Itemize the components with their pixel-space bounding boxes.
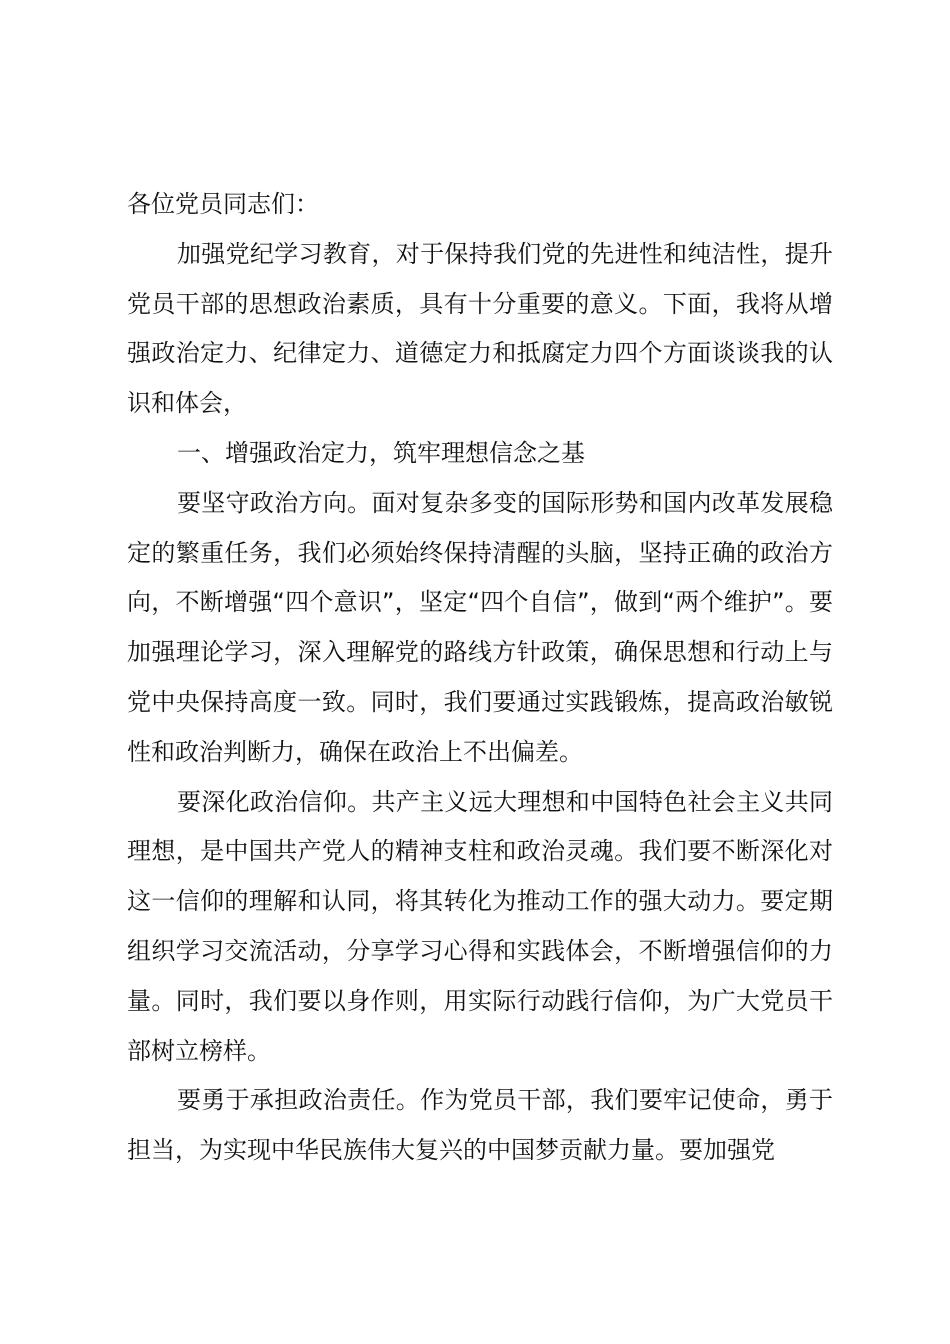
paragraph-political-responsibility: 要勇于承担政治责任。作为党员干部，我们要牢记使命，勇于担当，为实现中华民族伟大复兴的中国梦贡献力量。要加强党: [127, 1086, 833, 1165]
section-heading: 一、增强政治定力，筑牢理想信念之基: [177, 438, 585, 467]
paragraph-political-belief: 要深化政治信仰。共产主义远大理想和中国特色社会主义共同理想，是中国共产党人的精神支柱和政治灵魂。我们要不断深化对这一信仰的理解和认同，将其转化为推动工作的强大动力。要定期组织学习交流活动，分享学习心得和实践体会，不断增强信仰的力量。同时，我们要以身作则，用实际行动践行信仰，为广大党员干部树立榜样。: [127, 787, 833, 1065]
salutation: 各位党员同志们：: [127, 190, 319, 218]
paragraph-political-direction: 要坚守政治方向。面对复杂多变的国际形势和国内改革发展稳定的繁重任务，我们必须始终保持清醒的头脑，坚持正确的政治方向，不断增强“四个意识”，坚定“四个自信”，做到“两个维护”。要加强理论学习，深入理解党的路线方针政策，确保思想和行动上与党中央保持高度一致。同时，我们要通过实践锻炼，提高政治敏锐性和政治判断力，确保在政治上不出偏差。: [127, 488, 833, 766]
document-body: [127, 180, 833, 1176]
intro-paragraph: 加强党纪学习教育，对于保持我们党的先进性和纯洁性，提升党员干部的思想政治素质，具有十分重要的意义。下面，我将从增强政治定力、纪律定力、道德定力和抵腐定力四个方面谈谈我的认识和体会，: [127, 239, 833, 418]
